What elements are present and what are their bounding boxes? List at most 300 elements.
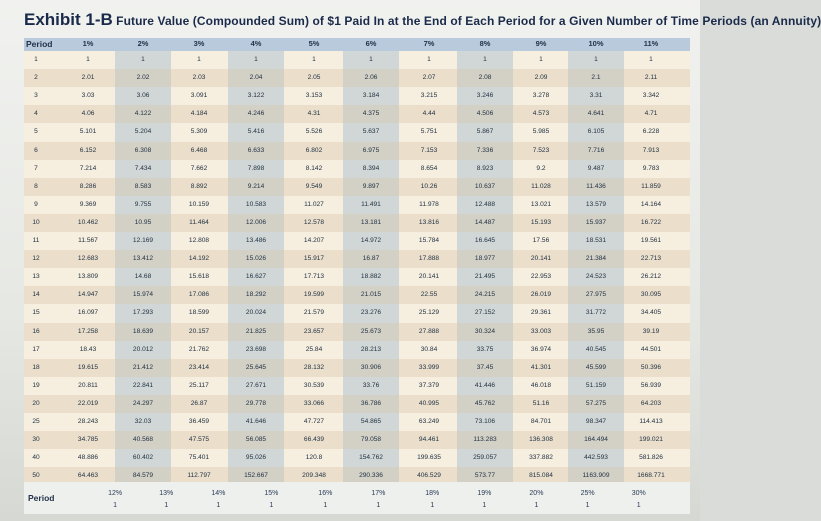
value-cell: 9.549	[305, 182, 323, 190]
value-cell: 6.228	[642, 128, 660, 136]
value-cell: 1	[649, 56, 653, 63]
value-cell: 21.825	[245, 327, 267, 335]
value-cell: 199.635	[417, 454, 441, 462]
value-cell: 8.286	[79, 182, 97, 190]
value-cell: 51.159	[585, 381, 607, 389]
value-cell: 36.459	[188, 418, 210, 425]
value-cell: 10.95	[134, 218, 152, 226]
value-cell: 18.599	[188, 309, 210, 317]
value-cell: 56.085	[245, 436, 267, 444]
value-cell: 4.506	[476, 110, 494, 118]
value-cell: 2.11	[644, 74, 658, 82]
value-cell: 10.583	[245, 200, 267, 208]
value-cell: 10.637	[474, 182, 496, 190]
value-cell: 22.019	[77, 399, 99, 407]
value-cell: 14.164	[640, 200, 662, 208]
value-cell: 11.028	[531, 182, 551, 190]
value-cell: 40.995	[418, 399, 440, 407]
value-cell: 1	[312, 56, 316, 63]
value-cell: 64.203	[640, 399, 662, 407]
value-cell: 4.246	[247, 110, 265, 118]
value-cell: 1	[427, 56, 431, 63]
value-cell: 20.012	[132, 345, 154, 353]
value-cell: 290.336	[359, 472, 383, 480]
value-cell: 5.526	[305, 128, 323, 136]
value-cell: 1	[141, 56, 145, 63]
period-cell: 50	[32, 472, 40, 480]
value-cell: 23.414	[188, 363, 210, 371]
period-cell: 15	[32, 309, 40, 317]
value-cell: 6.308	[134, 146, 152, 154]
value-cell: 14.207	[303, 237, 325, 244]
value-cell: 3.184	[362, 92, 380, 100]
value-cell: 25.84	[305, 345, 323, 353]
rate-header: 8%	[479, 39, 491, 48]
value-cell: 41.301	[530, 363, 552, 371]
value-cell: 3.153	[305, 92, 323, 100]
footer-rate-header: 12%	[108, 490, 123, 497]
value-cell: 13.412	[132, 255, 154, 263]
value-cell: 11.567	[78, 237, 98, 244]
rate-header: 6%	[365, 39, 377, 48]
value-cell: 3.122	[247, 92, 265, 100]
value-cell: 98.347	[585, 418, 607, 425]
footer-rate-header: 20%	[529, 490, 544, 497]
value-cell: 11.491	[361, 200, 381, 208]
value-cell: 21.384	[585, 255, 607, 263]
footer-value-cell: 1	[323, 502, 328, 509]
value-cell: 5.204	[134, 128, 152, 136]
value-cell: 2.1	[591, 74, 601, 82]
value-cell: 9.2	[536, 164, 546, 172]
value-cell: 63.249	[418, 418, 440, 425]
period-cell: 30	[32, 436, 40, 444]
value-cell: 13.486	[245, 237, 267, 244]
value-cell: 28.213	[360, 345, 382, 353]
value-cell: 18.977	[474, 255, 496, 263]
value-cell: 4.71	[644, 110, 658, 118]
value-cell: 29.778	[245, 399, 267, 407]
value-cell: 11.978	[419, 200, 439, 208]
value-cell: 1163.909	[582, 472, 610, 480]
value-cell: 259.057	[473, 454, 497, 462]
value-cell: 152.667	[244, 472, 268, 480]
value-cell: 22.713	[640, 255, 662, 263]
value-cell: 9.487	[587, 164, 605, 172]
value-cell: 12.808	[188, 237, 210, 244]
rate-header: 7%	[423, 39, 435, 48]
value-cell: 18.531	[585, 237, 607, 244]
value-cell: 40.568	[132, 436, 154, 444]
value-cell: 8.583	[134, 182, 152, 190]
value-cell: 12.169	[132, 237, 154, 244]
value-cell: 32.03	[134, 418, 152, 425]
value-cell: 26.212	[640, 273, 662, 281]
value-cell: 57.275	[585, 399, 607, 407]
period-cell: 6	[34, 146, 38, 154]
value-cell: 4.122	[134, 110, 152, 118]
value-cell: 30.84	[420, 345, 438, 353]
footer-rate-header: 18%	[425, 490, 440, 497]
footer-value-cell: 1	[216, 502, 221, 509]
value-cell: 7.153	[420, 146, 438, 154]
value-cell: 16.627	[245, 273, 267, 281]
value-cell: 11.436	[586, 182, 606, 190]
future-value-table	[24, 38, 690, 486]
value-cell: 41.646	[245, 418, 267, 425]
value-cell: 39.19	[642, 327, 660, 335]
value-cell: 581.826	[639, 454, 663, 462]
value-cell: 94.461	[418, 436, 440, 444]
value-cell: 13.579	[585, 200, 607, 208]
value-cell: 7.898	[247, 164, 265, 172]
value-cell: 10.462	[77, 218, 99, 226]
rate-header: 3%	[193, 39, 205, 48]
value-cell: 154.762	[359, 454, 383, 462]
value-cell: 6.802	[305, 146, 323, 154]
value-cell: 24.523	[585, 273, 607, 281]
value-cell: 11.027	[304, 200, 324, 208]
value-cell: 64.463	[77, 472, 99, 480]
value-cell: 4.44	[422, 110, 436, 118]
value-cell: 1	[483, 56, 487, 63]
value-cell: 15.917	[303, 255, 325, 263]
value-cell: 1	[254, 56, 258, 63]
value-cell: 7.913	[642, 146, 660, 154]
footer-rate-header: 16%	[318, 490, 333, 497]
value-cell: 16.645	[474, 237, 496, 244]
value-cell: 31.772	[585, 309, 607, 317]
period-cell: 2	[34, 74, 38, 82]
value-cell: 20.141	[530, 255, 552, 263]
exhibit-title	[24, 10, 821, 30]
value-cell: 209.348	[302, 472, 326, 480]
value-cell: 21.495	[474, 273, 496, 281]
value-cell: 30.906	[360, 363, 382, 371]
value-cell: 25.673	[360, 327, 382, 335]
value-cell: 5.751	[420, 128, 438, 136]
value-cell: 9.783	[642, 164, 660, 172]
value-cell: 24.215	[474, 291, 496, 299]
value-cell: 47.727	[303, 418, 325, 425]
value-cell: 8.923	[476, 164, 494, 172]
value-cell: 48.886	[77, 454, 99, 462]
value-cell: 15.618	[188, 273, 210, 281]
value-cell: 47.575	[188, 436, 210, 444]
footer-rate-header: 14%	[211, 490, 226, 497]
period-cell: 9	[34, 200, 38, 208]
value-cell: 17.086	[188, 291, 210, 299]
value-cell: 56.939	[640, 381, 662, 389]
value-cell: 3.215	[420, 92, 438, 100]
value-cell: 1	[594, 56, 598, 63]
value-cell: 22.55	[420, 291, 438, 299]
value-cell: 79.058	[360, 436, 382, 444]
period-cell: 19	[32, 381, 40, 389]
period-cell: 16	[32, 327, 40, 335]
value-cell: 1	[539, 56, 543, 63]
value-cell: 4.641	[587, 110, 605, 118]
value-cell: 3.342	[642, 92, 660, 100]
value-cell: 20.141	[418, 273, 440, 281]
value-cell: 120.8	[305, 454, 323, 462]
value-cell: 3.091	[190, 92, 208, 100]
value-cell: 13.809	[77, 273, 99, 281]
value-cell: 15.974	[132, 291, 154, 299]
value-cell: 2.05	[307, 74, 321, 82]
value-cell: 18.43	[79, 345, 97, 353]
value-cell: 9.897	[362, 182, 380, 190]
period-cell: 7	[34, 164, 38, 172]
value-cell: 18.292	[245, 291, 267, 299]
value-cell: 41.446	[474, 381, 496, 389]
value-cell: 7.716	[587, 146, 605, 154]
value-cell: 7.523	[532, 146, 550, 154]
rate-header: 4%	[250, 39, 262, 48]
value-cell: 7.434	[134, 164, 152, 172]
value-cell: 36.786	[360, 399, 382, 407]
footer-rate-header: 19%	[477, 490, 492, 497]
value-cell: 21.579	[303, 309, 325, 317]
value-cell: 8.142	[305, 164, 323, 172]
value-cell: 95.026	[245, 454, 267, 462]
value-cell: 17.713	[303, 273, 325, 281]
value-cell: 30.324	[474, 327, 496, 335]
value-cell: 442.593	[584, 454, 608, 462]
value-cell: 14.68	[134, 273, 152, 281]
value-cell: 26.019	[530, 291, 552, 299]
rate-header: 10%	[588, 39, 604, 48]
value-cell: 164.494	[584, 436, 608, 444]
value-cell: 3.278	[532, 92, 550, 100]
value-cell: 30.539	[303, 381, 325, 389]
value-cell: 3.03	[81, 92, 95, 100]
value-cell: 114.413	[639, 418, 663, 425]
table-footer	[24, 482, 690, 514]
value-cell: 6.468	[190, 146, 208, 154]
value-cell: 37.379	[418, 381, 440, 389]
value-cell: 28.243	[77, 418, 99, 425]
period-cell: 11	[32, 237, 40, 244]
value-cell: 12.683	[77, 255, 99, 263]
value-cell: 34.785	[77, 436, 99, 444]
footer-rate-header: 25%	[580, 490, 595, 497]
period-cell: 5	[34, 128, 38, 136]
value-cell: 7.214	[79, 164, 97, 172]
value-cell: 37.45	[476, 363, 494, 371]
value-cell: 1	[369, 56, 373, 63]
value-cell: 2.03	[192, 74, 206, 82]
value-cell: 9.214	[247, 182, 265, 190]
footer-value-cell: 1	[482, 502, 487, 509]
footer-rate-header: 30%	[631, 490, 646, 497]
value-cell: 5.101	[79, 128, 97, 136]
value-cell: 29.361	[530, 309, 552, 317]
value-cell: 7.662	[190, 164, 208, 172]
footer-value-cell: 1	[534, 502, 539, 509]
value-cell: 25.117	[189, 381, 209, 389]
value-cell: 54.865	[360, 418, 382, 425]
value-cell: 13.021	[530, 200, 552, 208]
footer-value-cell: 1	[164, 502, 169, 509]
value-cell: 73.106	[474, 418, 496, 425]
value-cell: 8.892	[190, 182, 208, 190]
value-cell: 15.937	[585, 218, 607, 226]
value-cell: 44.501	[640, 345, 662, 353]
value-cell: 815.084	[529, 472, 553, 480]
value-cell: 19.615	[77, 363, 99, 371]
row-stripe	[24, 69, 690, 87]
value-cell: 2.04	[249, 74, 263, 82]
value-cell: 3.246	[476, 92, 494, 100]
value-cell: 1	[197, 56, 201, 63]
value-cell: 4.31	[307, 110, 321, 118]
value-cell: 15.784	[418, 237, 440, 244]
value-cell: 23.698	[245, 345, 267, 353]
value-cell: 10.26	[420, 182, 438, 190]
value-cell: 27.888	[418, 327, 440, 335]
value-cell: 7.336	[476, 146, 494, 154]
value-cell: 3.06	[136, 92, 150, 100]
value-cell: 113.283	[473, 436, 497, 444]
rate-header: 5%	[308, 39, 320, 48]
value-cell: 84.579	[132, 472, 154, 480]
rate-header: 11%	[643, 39, 659, 48]
value-cell: 50.396	[640, 363, 662, 371]
value-cell: 33.75	[476, 345, 494, 353]
value-cell: 12.006	[245, 218, 267, 226]
value-cell: 19.599	[303, 291, 325, 299]
footer-value-cell: 1	[269, 502, 274, 509]
value-cell: 10.159	[188, 200, 210, 208]
value-cell: 14.192	[188, 255, 210, 263]
value-cell: 14.972	[360, 237, 382, 244]
period-cell: 18	[32, 363, 40, 371]
value-cell: 5.985	[532, 128, 550, 136]
value-cell: 16.097	[77, 309, 99, 317]
value-cell: 14.487	[474, 218, 496, 226]
value-cell: 573.77	[474, 472, 496, 480]
value-cell: 24.297	[132, 399, 154, 407]
value-cell: 18.639	[132, 327, 154, 335]
value-cell: 14.947	[77, 291, 99, 299]
value-cell: 36.974	[530, 345, 552, 353]
value-cell: 9.369	[79, 200, 97, 208]
value-cell: 17.258	[77, 327, 99, 335]
value-cell: 26.87	[190, 399, 208, 407]
value-cell: 9.755	[134, 200, 152, 208]
value-cell: 136.308	[529, 436, 553, 444]
value-cell: 18.882	[360, 273, 382, 281]
period-cell: 1	[34, 56, 38, 63]
footer-period-label: Period	[28, 493, 55, 503]
value-cell: 27.975	[585, 291, 607, 299]
value-cell: 20.811	[78, 381, 98, 389]
value-cell: 12.578	[303, 218, 325, 226]
value-cell: 45.762	[474, 399, 496, 407]
period-cell: 3	[34, 92, 38, 100]
value-cell: 15.193	[530, 218, 552, 226]
value-cell: 21.762	[188, 345, 210, 353]
period-cell: 4	[34, 110, 38, 118]
value-cell: 4.573	[532, 110, 550, 118]
value-cell: 40.545	[585, 345, 607, 353]
value-cell: 2.06	[364, 74, 378, 82]
exhibit-label: Exhibit 1-B	[24, 10, 113, 29]
value-cell: 23.657	[303, 327, 325, 335]
value-cell: 4.375	[362, 110, 380, 118]
exhibit-description: Future Value (Compounded Sum) of $1 Paid In at the End of Each Period for a Given Number of Time Periods (an Annuity)	[116, 14, 821, 28]
value-cell: 60.402	[132, 454, 154, 462]
value-cell: 2.01	[81, 74, 95, 82]
value-cell: 15.026	[245, 255, 267, 263]
value-cell: 4.184	[190, 110, 208, 118]
value-cell: 8.654	[420, 164, 438, 172]
value-cell: 2.07	[422, 74, 436, 82]
footer-rate-header: 15%	[264, 490, 279, 497]
value-cell: 66.439	[303, 436, 325, 444]
value-cell: 20.024	[245, 309, 267, 317]
value-cell: 75.401	[188, 454, 210, 462]
value-cell: 337.882	[529, 454, 553, 462]
value-cell: 199.021	[639, 436, 663, 444]
value-cell: 5.416	[247, 128, 265, 136]
value-cell: 34.405	[640, 309, 662, 317]
period-cell: 20	[32, 399, 40, 407]
value-cell: 16.722	[640, 218, 662, 226]
footer-value-cell: 1	[585, 502, 590, 509]
period-cell: 8	[34, 182, 38, 190]
rate-header: 9%	[535, 39, 547, 48]
value-cell: 112.797	[187, 472, 211, 480]
value-cell: 6.633	[247, 146, 265, 154]
value-cell: 33.003	[530, 327, 552, 335]
value-cell: 2.02	[136, 74, 150, 82]
value-cell: 13.181	[360, 218, 382, 226]
value-cell: 20.157	[188, 327, 210, 335]
rate-header: 1%	[82, 39, 94, 48]
value-cell: 12.488	[474, 200, 496, 208]
value-cell: 5.309	[190, 128, 208, 136]
period-cell: 14	[32, 291, 40, 299]
value-cell: 6.152	[79, 146, 97, 154]
value-cell: 6.975	[362, 146, 380, 154]
value-cell: 25.645	[245, 363, 267, 371]
value-cell: 406.529	[417, 472, 441, 480]
period-cell: 12	[32, 255, 40, 263]
value-cell: 33.999	[418, 363, 440, 371]
value-cell: 1	[86, 56, 90, 63]
value-cell: 45.599	[585, 363, 607, 371]
value-cell: 11.859	[641, 182, 661, 190]
value-cell: 84.701	[530, 418, 552, 425]
footer-rate-header: 17%	[371, 490, 386, 497]
value-cell: 4.06	[81, 110, 95, 118]
value-cell: 21.015	[360, 291, 382, 299]
footer-value-cell: 1	[113, 502, 118, 509]
value-cell: 19.561	[640, 237, 662, 244]
value-cell: 13.816	[418, 218, 440, 226]
value-cell: 27.671	[245, 381, 267, 389]
value-cell: 17.56	[532, 237, 550, 244]
value-cell: 27.152	[474, 309, 496, 317]
value-cell: 46.018	[530, 381, 552, 389]
value-cell: 22.953	[530, 273, 552, 281]
value-cell: 2.08	[478, 74, 492, 82]
value-cell: 17.293	[132, 309, 154, 317]
value-cell: 11.464	[189, 218, 209, 226]
period-cell: 17	[32, 345, 40, 353]
